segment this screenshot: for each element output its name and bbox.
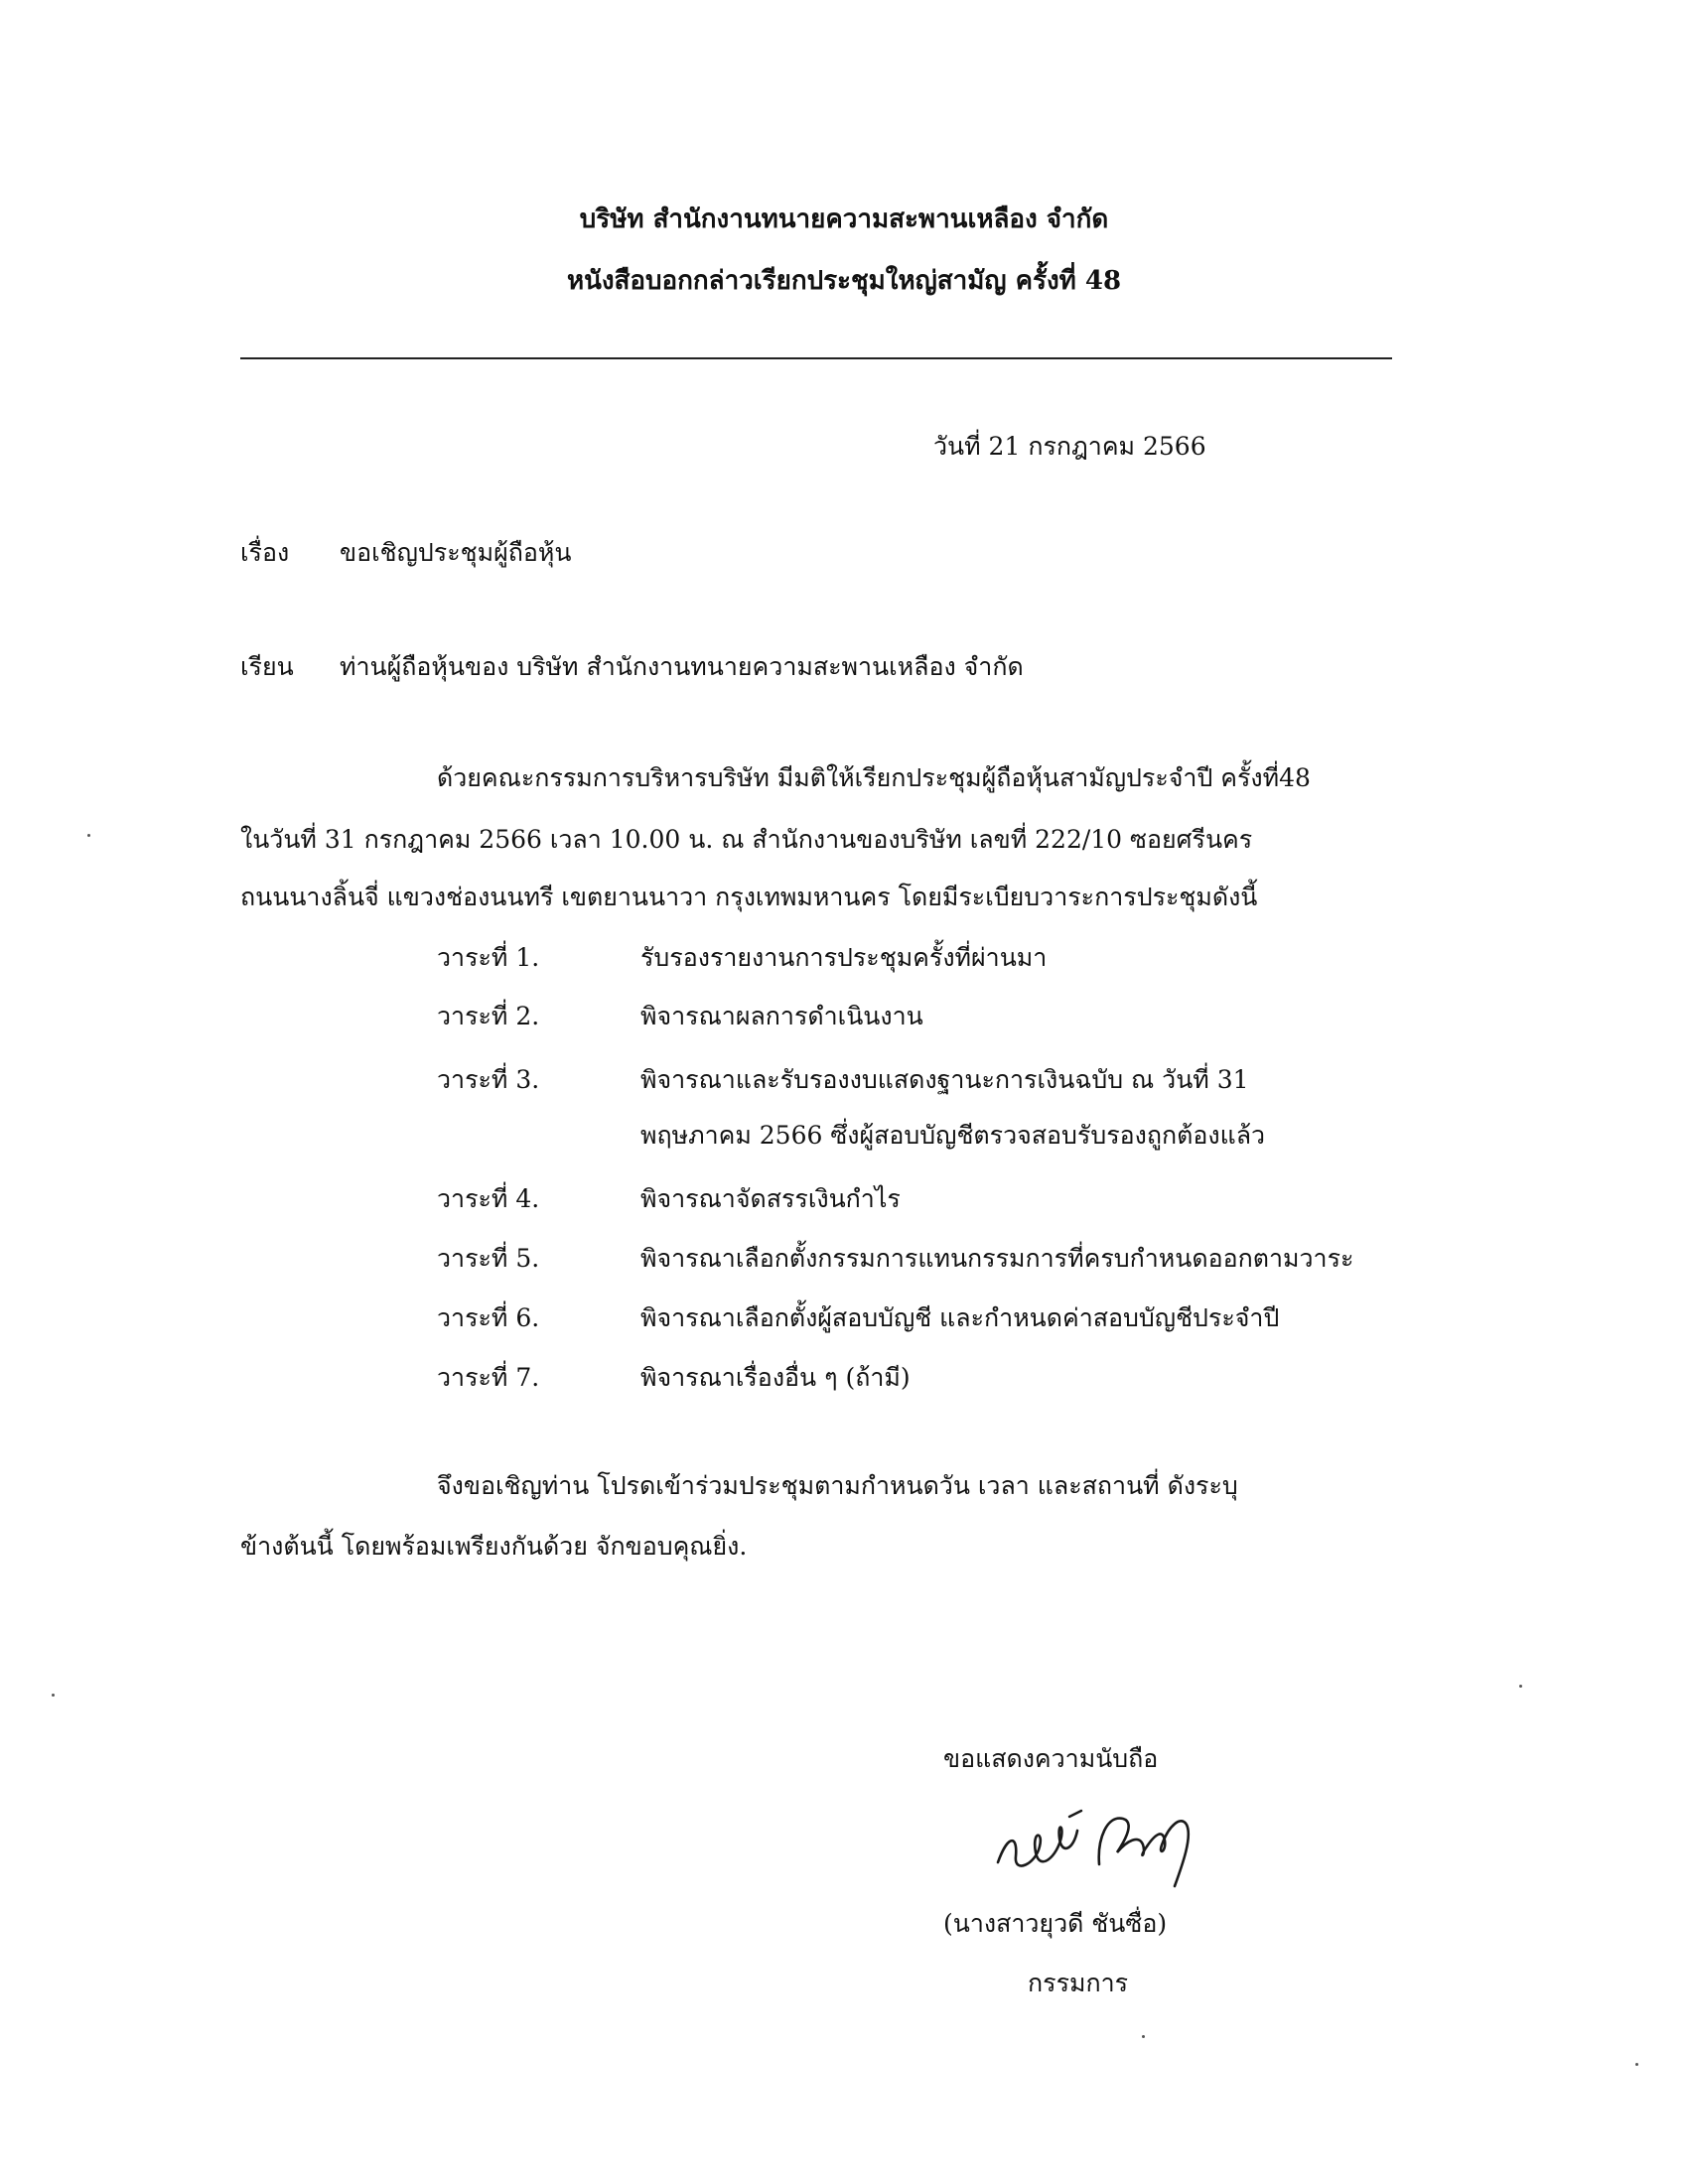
signatory-name: (นางสาวยุวดี ชันซื่อ): [943, 1909, 1168, 1938]
agenda-item-3-text-cont: พฤษภาคม 2566 ซึ่งผู้สอบบัญชีตรวจสอบรับรองถูกต้องแล้ว: [640, 1121, 1266, 1150]
subject-label: เรื่อง: [240, 538, 290, 567]
agenda-item-2-label: วาระที่ 2.: [437, 1002, 540, 1030]
body-line-2: ในวันที่ 31 กรกฎาคม 2566 เวลา 10.00 น. ณ สำนักงานของบริษัท เลขที่ 222/10 ซอยศรีนคร: [240, 825, 1253, 854]
subject-text: ขอเชิญประชุมผู้ถือหุ้น: [340, 538, 572, 567]
agenda-item-3-label: วาระที่ 3.: [437, 1065, 540, 1094]
closing-line-2: ข้างต้นนี้ โดยพร้อมเพรียงกันด้วย จักขอบคุณยิ่ง.: [240, 1532, 748, 1561]
addressee-text: ท่านผู้ถือหุ้นของ บริษัท สำนักงานทนายความสะพานเหลือง จำกัด: [340, 652, 1024, 681]
company-name: บริษัท สำนักงานทนายความสะพานเหลือง จำกัด: [579, 205, 1109, 234]
agenda-item-5-text: พิจารณาเลือกตั้งกรรมการแทนกรรมการที่ครบกำหนดออกตามวาระ: [640, 1244, 1354, 1273]
signatory-position: กรรมการ: [1028, 1969, 1129, 1997]
agenda-item-7-label: วาระที่ 7.: [437, 1363, 540, 1392]
closing-line-1: จึงขอเชิญท่าน โปรดเข้าร่วมประชุมตามกำหนดวัน เวลา และสถานที่ ดังระบุ: [437, 1471, 1238, 1500]
agenda-item-6-label: วาระที่ 6.: [437, 1303, 540, 1332]
notice-title: หนังสือบอกกล่าวเรียกประชุมใหญ่สามัญ ครั้งที่ 48: [566, 266, 1122, 296]
scan-speck: [1142, 2035, 1145, 2038]
agenda-item-7-text: พิจารณาเรื่องอื่น ๆ (ถ้ามี): [640, 1363, 911, 1392]
addressee-label: เรียน: [240, 652, 294, 681]
scan-speck: [1519, 1685, 1522, 1688]
body-line-3: ถนนนางลิ้นจี่ แขวงช่องนนทรี เขตยานนาวา กรุงเทพมหานคร โดยมีระเบียบวาระการประชุมดังนี้: [240, 883, 1258, 911]
agenda-item-4-text: พิจารณาจัดสรรเงินกำไร: [640, 1184, 901, 1213]
agenda-item-6-text: พิจารณาเลือกตั้งผู้สอบบัญชี และกำหนดค่าสอบบัญชีประจำปี: [640, 1303, 1280, 1332]
regards-text: ขอแสดงความนับถือ: [943, 1744, 1159, 1773]
letter-date: วันที่ 21 กรกฎาคม 2566: [933, 432, 1206, 461]
agenda-item-4-label: วาระที่ 4.: [437, 1184, 540, 1213]
scan-speck: [1635, 2063, 1638, 2066]
scan-speck: [52, 1694, 55, 1697]
body-line-1: ด้วยคณะกรรมการบริหารบริษัท มีมติให้เรียกประชุมผู้ถือหุ้นสามัญประจำปี ครั้งที่48: [437, 763, 1311, 792]
scan-speck: [87, 834, 90, 837]
agenda-item-2-text: พิจารณาผลการดำเนินงาน: [640, 1002, 923, 1030]
agenda-item-1-text: รับรองรายงานการประชุมครั้งที่ผ่านมา: [640, 943, 1048, 972]
agenda-item-1-label: วาระที่ 1.: [437, 943, 540, 972]
header-divider: [240, 357, 1392, 359]
agenda-item-3-text: พิจารณาและรับรองงบแสดงฐานะการเงินฉบับ ณ วันที่ 31: [640, 1065, 1249, 1094]
handwritten-signature: [988, 1795, 1216, 1894]
agenda-item-5-label: วาระที่ 5.: [437, 1244, 540, 1273]
